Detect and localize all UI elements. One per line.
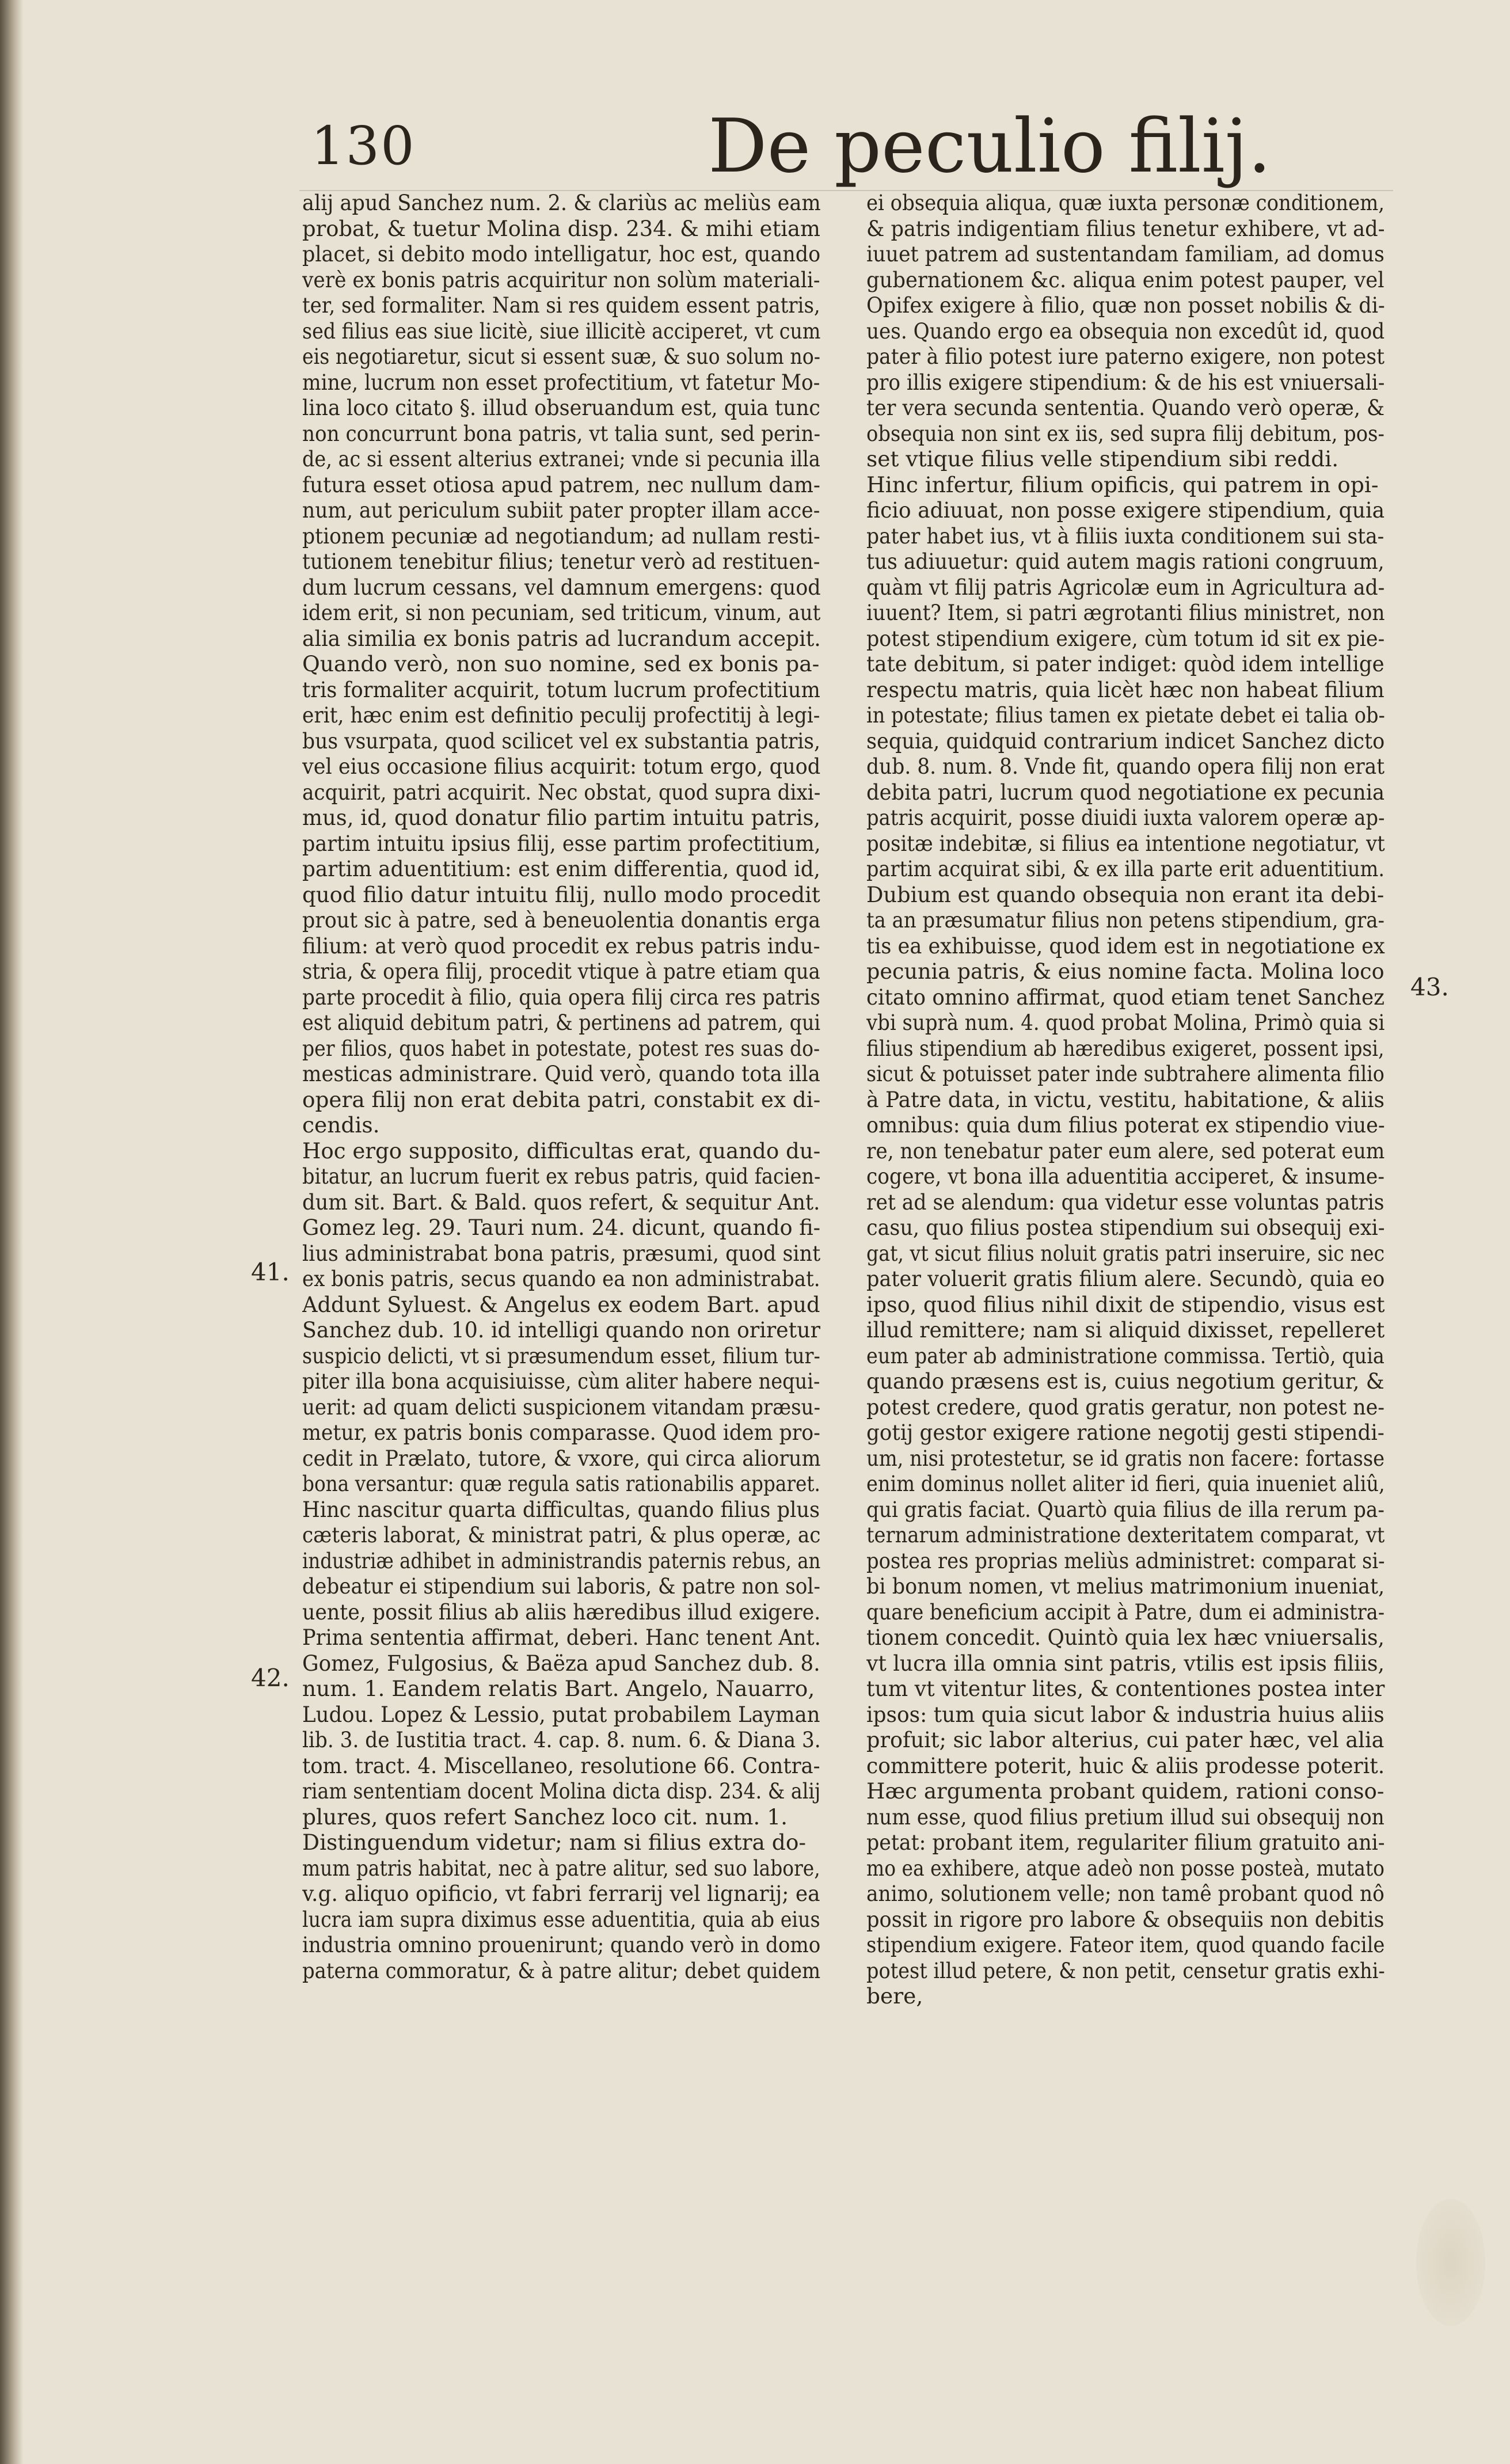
right-column-line: Opifex exigere à filio, quæ non posset nobilis & di- [866,292,1385,318]
right-column-line: iuuent? Item, si patri ægrotanti filius ministret, non [866,600,1385,625]
right-column-line: filius stipendium ab hæredibus exigeret, possent ipsi, [866,1035,1385,1061]
left-column-line: Hinc nascitur quarta difficultas, quando filius plus [302,1496,820,1522]
left-column-line: verè ex bonis patris acquiritur non solùm materiali- [302,267,820,292]
left-column-line: non concurrunt bona patris, vt talia sunt, sed perin- [302,420,821,446]
left-column-line: alij apud Sanchez num. 2. & clariùs ac meliùs eam [302,190,821,215]
right-column-line: iuuet patrem ad sustentandam familiam, ad domus [866,241,1385,267]
left-column-line: cedit in Prælato, tutore, & vxore, qui circa aliorum [302,1445,821,1471]
right-column-line: pater habet ius, vt à filiis iuxta conditionem sui sta- [866,523,1385,549]
right-column-line: enim dominus nollet aliter id fieri, quia inueniet aliû, [866,1471,1385,1496]
right-column-line: postea res proprias meliùs administret: comparat si- [866,1547,1385,1573]
right-column-line: sicut & potuisset pater inde subtrahere alimenta filio [866,1061,1385,1086]
left-column-line: Sanchez dub. 10. id intelligi quando non oriretur [302,1317,820,1343]
right-column-line: eum pater ab administratione commissa. Tertiò, quia [866,1343,1385,1368]
right-column-line: casu, quo filius postea stipendium sui obsequij exi- [866,1215,1385,1240]
left-column-line: ex bonis patris, secus quando ea non administrabat. [302,1266,820,1291]
right-column-line: quare beneficium accipit à Patre, dum ei administra- [866,1599,1385,1625]
right-column-line: positæ indebitæ, si filius ea intentione negotiatur, vt [866,830,1385,856]
right-column-line: qui gratis faciat. Quartò quia filius de illa rerum pa- [866,1496,1385,1522]
left-column-line: quod filio datur intuitu filij, nullo modo procedit [302,881,820,907]
left-column-line: probat, & tuetur Molina disp. 234. & mihi etiam [302,215,820,241]
right-column-line: gotij gestor exigere ratione negotij gesti stipendi- [866,1420,1385,1445]
left-column-line: est aliquid debitum patri, & pertinens ad patrem, qui [302,1010,820,1035]
right-column-line: Dubium est quando obsequia non erant ita debi- [866,881,1385,907]
left-column-line: Ludou. Lopez & Lessio, putat probabilem Layman [302,1701,820,1727]
left-column-line: lib. 3. de Iustitia tract. 4. cap. 8. num. 6. & Diana 3. [302,1727,821,1752]
right-column-line: gubernationem &c. aliqua enim potest pauper, vel [866,267,1385,292]
left-column-line: num. 1. Eandem relatis Bart. Angelo, Nauarro, [302,1676,815,1701]
left-column-line: tutionem tenebitur filius; tenetur verò ad restituen- [302,549,820,574]
left-column-line: debeatur ei stipendium sui laboris, & patre non sol- [302,1573,820,1599]
right-column-line: & patris indigentiam filius tenetur exhibere, vt ad- [866,215,1385,241]
right-column-line: ret ad se alendum: qua videtur esse voluntas patris [866,1189,1385,1215]
right-column-line: illud remittere; nam si aliquid dixisset, repelleret [866,1317,1385,1343]
right-text-column [866,190,1385,2009]
left-column-line: partim aduentitium: est enim differentia, quod id, [302,856,820,881]
right-column-line: tus adiuuetur: quid autem magis rationi congruum, [866,549,1385,574]
right-column-line: ipso, quod filius nihil dixit de stipendio, visus est [866,1291,1385,1317]
left-column-line: tom. tract. 4. Miscellaneo, resolutione 66. Contra- [302,1752,820,1778]
left-column-line: uerit: ad quam delicti suspicionem vitandam præsu- [302,1394,820,1420]
left-column-line: filium: at verò quod procedit ex rebus patris indu- [302,933,820,959]
right-column-line: vt lucra illa omnia sint patris, vtilis est ipsis filiis, [866,1650,1385,1676]
right-column-line: potest stipendium exigere, cùm totum id sit ex pie- [866,625,1385,651]
left-column-line: parte procedit à filio, quia opera filij circa res patris [302,984,820,1010]
left-column-line: lucra iam supra diximus esse aduentitia, quia ab eius [302,1906,820,1932]
left-column-line: ptionem pecuniæ ad negotiandum; ad nullam resti- [302,523,820,549]
right-column-line: Hinc infertur, filium opificis, qui patrem in opi- [866,471,1379,497]
left-column-line: cendis. [302,1112,380,1138]
left-column-line: industria omnino prouenirunt; quando verò in domo [302,1932,820,1957]
right-column-line: stipendium exigere. Fateor item, quod quando facile [866,1932,1385,1957]
right-column-line: tum vt vitentur lites, & contentiones postea inter [866,1676,1385,1701]
left-column-line: stria, & opera filij, procedit vtique à patre etiam qua [302,959,820,984]
paper-stain [1416,2199,1485,2326]
right-column-line: respectu matris, quia licèt hæc non habeat filium [866,676,1385,702]
left-column-line: placet, si debito modo intelligatur, hoc est, quando [302,241,821,267]
right-column-line: vbi suprà num. 4. quod probat Molina, Primò quia si [866,1010,1385,1035]
left-column-line: opera filij non erat debita patri, constabit ex di- [302,1086,821,1112]
right-column-line: dub. 8. num. 8. Vnde fit, quando opera filij non erat [866,754,1385,779]
right-column-line: pecunia patris, & eius nomine facta. Molina loco [866,959,1385,984]
right-column-line: mo ea exhibere, atque adeò non posse posteà, mutato [866,1855,1385,1881]
right-column-line: ei obsequia aliqua, quæ iuxta personæ conditionem, [866,190,1385,215]
right-column-line: num esse, quod filius pretium illud sui obsequij non [866,1804,1385,1830]
left-text-column [302,190,820,1983]
left-column-line: dum lucrum cessans, vel damnum emergens: quod [302,574,821,600]
right-column-line: in potestate; filius tamen ex pietate debet ei talia ob- [866,702,1385,728]
left-column-line: bona versantur: quæ regula satis rationabilis apparet. [302,1471,820,1496]
left-column-line: Quando verò, non suo nomine, sed ex bonis pa- [302,651,820,676]
left-column-line: metur, ex patris bonis comparasse. Quod idem pro- [302,1420,820,1445]
right-column-line: omnibus: quia dum filius poterat ex stipendio viue- [866,1112,1385,1138]
right-column-line: ter vera secunda sententia. Quando verò operæ, & [866,395,1385,420]
right-column-line: ternarum administratione dexteritatem comparat, vt [866,1522,1385,1547]
right-column-line: um, nisi protestetur, se id gratis non facere: fortasse [866,1445,1385,1471]
left-column-line: futura esset otiosa apud patrem, nec nullum dam- [302,471,820,497]
left-column-line: Distinguendum videtur; nam si filius extra do- [302,1830,807,1855]
marginal-number-41: 41. [251,1258,290,1286]
right-column-line: ficio adiuuat, non posse exigere stipendium, quia [866,497,1385,523]
right-column-line: Hæc argumenta probant quidem, rationi conso- [866,1778,1385,1804]
right-column-line: committere poterit, huic & aliis prodesse poterit. [866,1752,1385,1778]
left-column-line: piter illa bona acquisiuisse, cùm aliter habere nequi- [302,1368,820,1394]
page-number: 130 [311,115,416,177]
right-column-line: citato omnino affirmat, quod etiam tenet Sanchez [866,984,1385,1010]
left-column-line: uente, possit filius ab aliis hæredibus illud exigere. [302,1599,821,1625]
left-column-line: industriæ adhibet in administrandis paternis rebus, an [302,1547,821,1573]
right-column-line: animo, solutionem velle; non tamê probant quod nô [866,1881,1385,1906]
left-column-line: mum patris habitat, nec à patre alitur, sed suo labore, [302,1855,820,1881]
right-column-line: pro illis exigere stipendium: & de his est vniuersali- [866,369,1385,395]
right-column-line: tionem concedit. Quintò quia lex hæc vniuersalis, [866,1625,1385,1650]
left-column-line: Gomez leg. 29. Tauri num. 24. dicunt, quando fi- [302,1215,820,1240]
left-column-line: mesticas administrare. Quid verò, quando tota illa [302,1061,820,1086]
right-column-line: ues. Quando ergo ea obsequia non excedût id, quod [866,318,1385,344]
right-column-line: petat: probant item, regulariter filium gratuito ani- [866,1830,1385,1855]
marginal-number-43: 43. [1410,973,1449,1001]
left-column-line: v.g. aliquo opificio, vt fabri ferrarij vel lignarij; ea [302,1881,820,1906]
left-column-line: riam sententiam docent Molina dicta disp. 234. & alij [302,1778,821,1804]
right-column-line: obsequia non sint ex iis, sed supra filij debitum, pos- [866,420,1385,446]
right-column-line: set vtique filius velle stipendium sibi reddi. [866,446,1339,471]
left-column-line: alia similia ex bonis patris ad lucrandum accepit. [302,625,821,651]
left-column-line: Prima sententia affirmat, deberi. Hanc tenent Ant. [302,1625,821,1650]
left-column-line: de, ac si essent alterius extranei; vnde si pecunia illa [302,446,820,471]
right-column-line: tate debitum, si pater indiget: quòd idem intellige [866,651,1385,676]
right-column-line: potest illud petere, & non petit, censetur gratis exhi- [866,1957,1385,1983]
right-column-line: ta an præsumatur filius non petens stipendium, gra- [866,907,1385,933]
right-column-line: debita patri, lucrum quod negotiatione ex pecunia [866,779,1385,805]
binding-gutter [0,0,23,2464]
left-column-line: cæteris laborat, & ministrat patri, & plus operæ, ac [302,1522,821,1547]
right-column-line: quàm vt filij patris Agricolæ eum in Agricultura ad- [866,574,1385,600]
right-column-line: patris acquirit, posse diuidi iuxta valorem operæ ap- [866,805,1385,830]
right-column-line: profuit; sic labor alterius, cui pater hæc, vel alia [866,1727,1385,1752]
right-column-line: partim acquirat sibi, & ex illa parte erit aduentitium. [866,856,1385,881]
right-column-line: gat, vt sicut filius noluit gratis patri inseruire, sic nec [866,1240,1385,1266]
left-column-line: Addunt Syluest. & Angelus ex eodem Bart. apud [302,1291,820,1317]
left-column-line: bitatur, an lucrum fuerit ex rebus patris, quid facien- [302,1163,821,1189]
left-column-line: per filios, quos habet in potestate, potest res suas do- [302,1035,820,1061]
left-column-line: lina loco citato §. illud obseruandum est, quia tunc [302,395,820,420]
left-column-line: partim intuitu ipsius filij, esse partim profectitium, [302,830,821,856]
right-column-line: pater à filio potest iure paterno exigere, non potest [866,344,1385,369]
left-column-line: suspicio delicti, vt si præsumendum esset, filium tur- [302,1343,820,1368]
left-column-line: bus vsurpata, quod scilicet vel ex substantia patris, [302,728,820,754]
left-column-line: Hoc ergo supposito, difficultas erat, quando du- [302,1138,820,1163]
left-column-line: prout sic à patre, sed à beneuolentia donantis erga [302,907,821,933]
left-column-line: mus, id, quod donatur filio partim intuitu patris, [302,805,821,830]
right-column-line: bere, [866,1983,923,2009]
left-column-line: vel eius occasione filius acquirit: totum ergo, quod [302,754,821,779]
right-column-line: ipsos: tum quia sicut labor & industria huius aliis [866,1701,1385,1727]
right-column-line: potest credere, quod gratis geratur, non potest ne- [866,1394,1385,1420]
right-column-line: à Patre data, in victu, vestitu, habitatione, & aliis [866,1086,1385,1112]
right-column-line: pater voluerit gratis filium alere. Secundò, quia eo [866,1266,1385,1291]
left-column-line: ter, sed formaliter. Nam si res quidem essent patris, [302,292,820,318]
right-column-line: possit in rigore pro labore & obsequiis non debitis [866,1906,1385,1932]
right-column-line: cogere, vt bona illa aduentitia acciperet, & insume- [866,1163,1385,1189]
left-column-line: sed filius eas siue licitè, siue illicitè acciperet, vt cum [302,318,821,344]
left-column-line: plures, quos refert Sanchez loco cit. num. 1. [302,1804,788,1830]
left-column-line: tris formaliter acquirit, totum lucrum profectitium [302,676,820,702]
left-column-line: Gomez, Fulgosius, & Baëza apud Sanchez dub. 8. [302,1650,820,1676]
right-column-line: bi bonum nomen, vt melius matrimonium inueniat, [866,1573,1385,1599]
marginal-number-42: 42. [251,1664,290,1692]
left-column-line: paterna commoratur, & à patre alitur; debet quidem [302,1957,821,1983]
left-column-line: erit, hæc enim est definitio peculij profectitij à legi- [302,702,820,728]
page-title: De peculio filij. [708,104,1272,189]
left-column-line: dum sit. Bart. & Bald. quos refert, & sequitur Ant. [302,1189,820,1215]
left-column-line: lius administrabat bona patris, præsumi, quod sint [302,1240,821,1266]
left-column-line: acquirit, patri acquirit. Nec obstat, quod supra dixi- [302,779,821,805]
left-column-line: mine, lucrum non esset profectitium, vt fatetur Mo- [302,369,820,395]
right-column-line: sequia, quidquid contrarium indicet Sanchez dicto [866,728,1385,754]
left-column-line: num, aut periculum subiit pater propter illam acce- [302,497,820,523]
right-column-line: tis ea exhibuisse, quod idem est in negotiatione ex [866,933,1385,959]
right-column-line: re, non tenebatur pater eum alere, sed poterat eum [866,1138,1385,1163]
right-column-line: quando præsens est is, cuius negotium geritur, & [866,1368,1385,1394]
left-column-line: idem erit, si non pecuniam, sed triticum, vinum, aut [302,600,821,625]
left-column-line: eis negotiaretur, sicut si essent suæ, & suo solum no- [302,344,820,369]
